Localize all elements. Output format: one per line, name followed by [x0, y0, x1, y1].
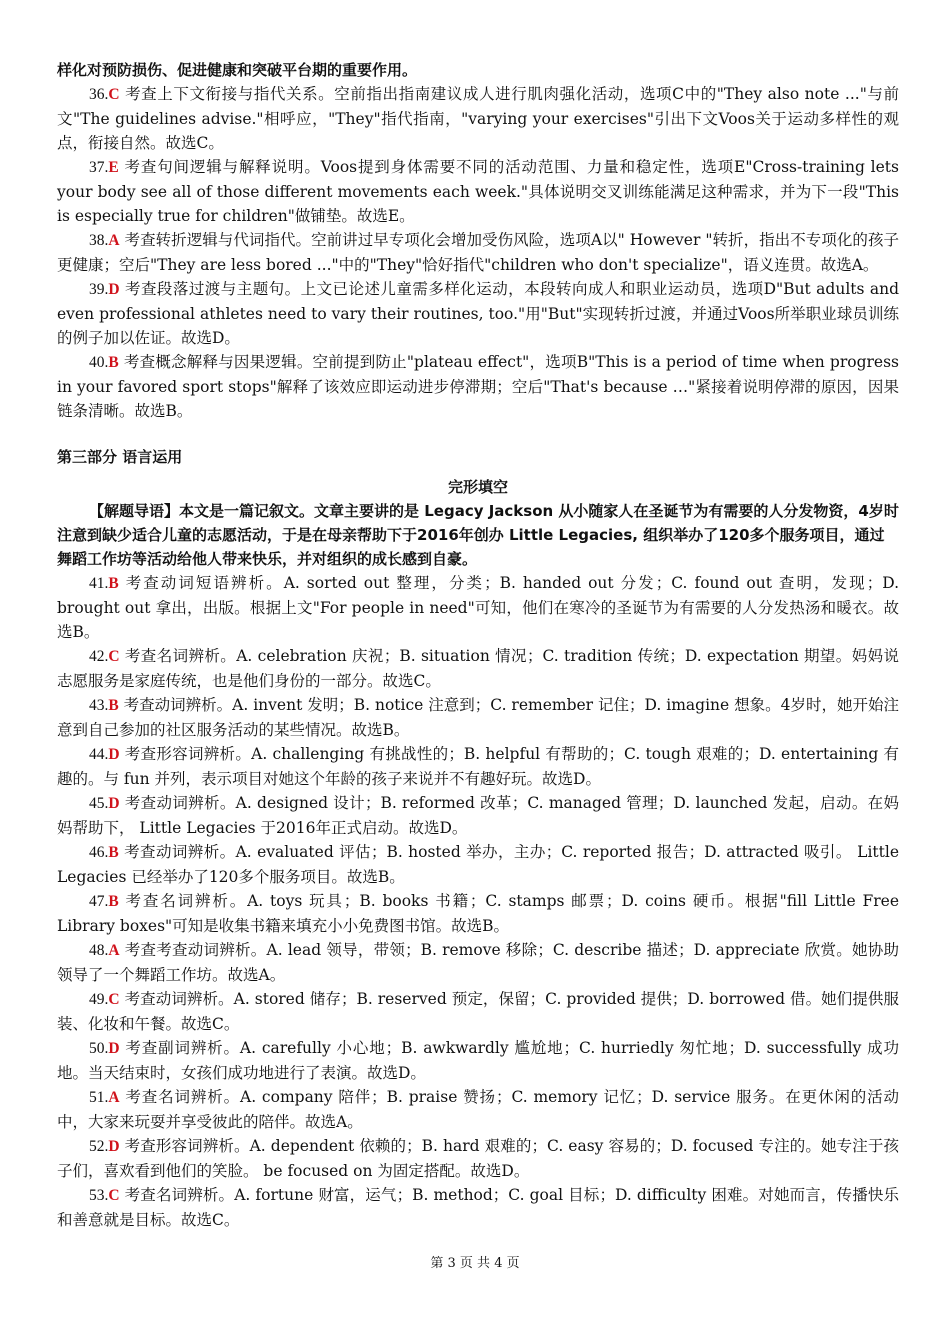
answer-letter: A	[108, 1089, 120, 1106]
explanation-text: 考查动词辨析。A. invent 发明；B. notice 注意到；C. remember 记住；D. imagine 想象。4岁时，她开始注意到自己参加的社区服务活动的某些情况。故选B。	[57, 696, 899, 739]
answer-letter: B	[108, 354, 119, 371]
question-number: 47.	[89, 893, 109, 910]
question-number: 40.	[89, 354, 109, 371]
explanation-text: 考查上下文衔接与指代关系。空前指出指南建议成人进行肌肉强化活动，选项C中的"They also note ..."与前文"The guidelines advise."相呼应，"They"指代指南，"varying your exercises"引出下文Voos关于运动多样性的观点，衔接自然。故选C。	[57, 85, 899, 152]
answer-list-reading	[57, 82, 899, 423]
answer-letter: A	[108, 232, 120, 249]
explanation-text: 考查名词辨析。A. fortune 财富，运气；B. method；C. goal 目标；D. difficulty 困难。对她而言，传播快乐和善意就是目标。故选C。	[57, 1186, 899, 1229]
answer-item	[57, 938, 899, 987]
answer-letter: C	[108, 991, 120, 1008]
question-number: 42.	[89, 648, 109, 665]
answer-list-cloze	[57, 571, 899, 1232]
answer-item	[57, 350, 899, 423]
answer-item	[57, 840, 899, 889]
explanation-text: 考查名词辨析。A. company 陪伴；B. praise 赞扬；C. memory 记忆；D. service 服务。在更休闲的活动中，大家来玩耍并享受彼此的陪伴。故选A。	[57, 1088, 899, 1131]
answer-letter: B	[108, 844, 119, 861]
question-number: 38.	[89, 232, 109, 249]
intro-line: 样化对预防损伤、促进健康和突破平台期的重要作用。	[57, 61, 418, 79]
explanation-text: 考查形容词辨析。A. dependent 依赖的；B. hard 艰难的；C. easy 容易的；D. focused 专注的。她专注于孩子们，喜欢看到他们的笑脸。 be focused on 为固定搭配。故选D。	[57, 1137, 899, 1180]
answer-letter: A	[108, 942, 120, 959]
answer-letter: B	[108, 575, 119, 592]
explanation-text: 考查考查动词辨析。A. lead 领导，带领；B. remove 移除；C. describe 描述；D. appreciate 欣赏。她协助领导了一个舞蹈工作坊。故选A。	[57, 941, 899, 984]
page-content	[57, 58, 899, 1232]
answer-letter: E	[108, 159, 119, 176]
explanation-text: 考查概念解释与因果逻辑。空前提到防止"plateau effect"，选项B"This is a period of time when progress in your favored sport stops"解释了该效应即运动进步停滞期；空后"That's because …"紧接着说明停滞的原因，因果链条清晰。故选B。	[57, 353, 899, 420]
explanation-text: 考查转折逻辑与代词指代。空前讲过早专项化会增加受伤风险，选项A以" However "转折，指出不专项化的孩子更健康；空后"They are less bored ..."中的"They"恰好指代"children who don't specialize"，语义连贯。故选A。	[57, 231, 899, 274]
question-number: 43.	[89, 697, 109, 714]
explanation-text: 考查动词辨析。A. evaluated 评估；B. hosted 举办，主办；C. reported 报告；D. attracted 吸引。 Little Legacies 已经举办了120多个服务项目。故选B。	[57, 843, 899, 886]
answer-item	[57, 277, 899, 350]
question-number: 36.	[89, 86, 109, 103]
answer-letter: D	[108, 1040, 120, 1057]
question-number: 52.	[89, 1138, 109, 1155]
explanation-text: 考查名词辨析。A. toys 玩具；B. books 书籍；C. stamps 邮票；D. coins 硬币。根据"fill Little Free Library boxes"可知是收集书籍来填充小小免费图书馆。故选B。	[57, 892, 899, 935]
answer-item	[57, 155, 899, 228]
explanation-text: 考查句间逻辑与解释说明。Voos提到身体需要不同的活动范围、力量和稳定性，选项E"Cross-training lets your body see all of those different movements each week."具体说明交叉训练能满足这种需求，并为下一段"This is especially true for children"做铺垫。故选E。	[57, 158, 899, 225]
explanation-text: 考查副词辨析。A. carefully 小心地；B. awkwardly 尴尬地；C. hurriedly 匆忙地；D. successfully 成功地。当天结束时，女孩们成功地进行了表演。故选D。	[57, 1039, 899, 1082]
explanation-text: 考查段落过渡与主题句。上文已论述儿童需多样化运动，本段转向成人和职业运动员，选项D"But adults and even professional athletes need to vary their routines, too."用"But"实现转折过渡，并通过Voos所举职业球员训练的例子加以佐证。故选D。	[57, 280, 899, 347]
answer-item	[57, 987, 899, 1036]
explanation-text: 考查形容词辨析。A. challenging 有挑战性的；B. helpful 有帮助的；C. tough 艰难的；D. entertaining 有趣的。与 fun 并列，表示项目对她这个年龄的孩子来说并不有趣好玩。故选D。	[57, 745, 899, 788]
question-number: 39.	[89, 281, 109, 298]
answer-item	[57, 1134, 899, 1183]
question-number: 49.	[89, 991, 109, 1008]
explanation-text: 考查动词短语辨析。A. sorted out 整理，分类；B. handed out 分发；C. found out 查明，发现；D. brought out 拿出，出版。根据上文"For people in need"可知，他们在寒冷的圣诞节为有需要的人分发热汤和暖衣。故选B。	[57, 574, 899, 641]
answer-item	[57, 791, 899, 840]
answer-letter: B	[108, 697, 119, 714]
answer-item	[57, 1085, 899, 1134]
answer-letter: B	[108, 893, 119, 910]
answer-letter: C	[108, 1187, 120, 1204]
question-number: 51.	[89, 1089, 109, 1106]
answer-item	[57, 644, 899, 693]
question-number: 50.	[89, 1040, 109, 1057]
section-title: 第三部分 语言运用	[57, 448, 183, 466]
answer-item	[57, 1183, 899, 1232]
explanation-text: 考查名词辨析。A. celebration 庆祝；B. situation 情况；C. tradition 传统；D. expectation 期望。妈妈说志愿服务是家庭传统，也是他们身份的一部分。故选C。	[57, 647, 899, 690]
answer-letter: C	[108, 86, 120, 103]
answer-letter: C	[108, 648, 120, 665]
answer-item	[57, 742, 899, 791]
question-number: 45.	[89, 795, 109, 812]
answer-item	[57, 693, 899, 742]
page-footer: 第 3 页 共 4 页	[430, 1256, 520, 1271]
answer-letter: D	[108, 746, 120, 763]
question-number: 46.	[89, 844, 109, 861]
answer-item	[57, 1036, 899, 1085]
answer-item	[57, 228, 899, 277]
answer-item	[57, 889, 899, 938]
subsection-title: 完形填空	[447, 478, 508, 496]
answer-item	[57, 571, 899, 644]
explanation-text: 考查动词辨析。A. designed 设计；B. reformed 改革；C. managed 管理；D. launched 发起，启动。在妈妈帮助下， Little Legacies 于2016年正式启动。故选D。	[57, 794, 899, 837]
question-number: 37.	[89, 159, 109, 176]
question-number: 48.	[89, 942, 109, 959]
answer-letter: D	[108, 1138, 120, 1155]
explanation-text: 考查动词辨析。A. stored 储存；B. reserved 预定，保留；C. provided 提供；D. borrowed 借。她们提供服装、化妆和午餐。故选C。	[57, 990, 899, 1033]
question-number: 44.	[89, 746, 109, 763]
guide-paragraph: 【解题导语】本文是一篇记叙文。文章主要讲的是 Legacy Jackson 从小随家人在圣诞节为有需要的人分发物资，4岁时注意到缺少适合儿童的志愿活动，于是在母亲帮助下于2016年创办 Little Legacies, 组织举办了120多个服务项目，通过舞蹈工作坊等活动给他人带来快乐，并对组织的成长感到自豪。	[57, 502, 899, 568]
answer-letter: D	[108, 281, 120, 298]
answer-item	[57, 82, 899, 155]
question-number: 53.	[89, 1187, 109, 1204]
question-number: 41.	[89, 575, 109, 592]
answer-letter: D	[108, 795, 120, 812]
